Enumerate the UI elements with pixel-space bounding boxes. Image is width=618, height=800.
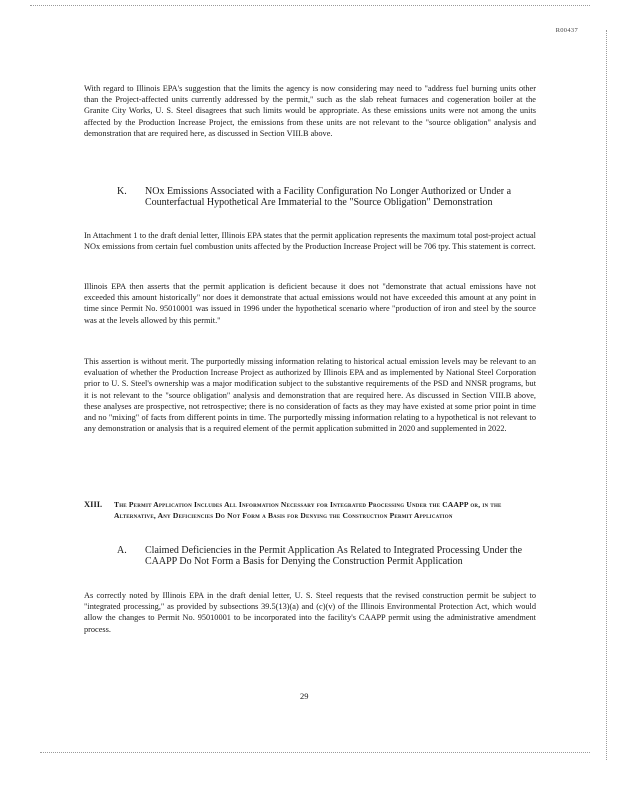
- top-scan-border: [30, 5, 590, 6]
- paragraph-attachment-1: In Attachment 1 to the draft denial letter, Illinois EPA states that the permit application represents the maximum total post-project actual NOx emissions from certain fuel combustion units affected by the Production Increase Project will be 706 tpy. This statement is correct.: [84, 231, 536, 252]
- right-scan-border: [606, 30, 607, 760]
- heading-xiii: [84, 499, 536, 521]
- heading-a-letter: A.: [117, 545, 127, 556]
- heading-xiii-number: XIII.: [84, 499, 103, 509]
- paragraph-integrated-processing: As correctly noted by Illinois EPA in the draft denial letter, U. S. Steel requests that the revised construction permit be subject to "integrated processing," as provided by subsections 39.5(13)(a) and (c)(v) of the Illinois Environmental Protection Act, which would allow the changes to Permit No. 95010001 to be incorporated into the facility's CAAPP permit using the administrative amendment process.: [84, 591, 536, 634]
- document-id: R00437: [555, 27, 578, 34]
- bottom-scan-border: [40, 752, 590, 753]
- heading-k-title: NOx Emissions Associated with a Facility Configuration No Longer Authorized or Under a Counterfactual Hypothetical Are Immaterial to the "Source Obligation" Demonstration: [145, 186, 512, 209]
- paragraph-without-merit: This assertion is without merit. The purportedly missing information relating to historical actual emission levels may be relevant to an evaluation of whether the Production Increase Project as authorized by Illinois EPA and as implemented by National Steel Corporation prior to U. S. Steel's ownership was a major modification subject to the substantive requirements of the PSD and NNSR programs, but it is not relevant to the "source obligation" analysis and demonstration that are required here. As discussed in Section VIII.B above, these analyses are prospective, not retrospective; there is no consideration of facts as they may have existed at some prior point in time and no "mixing" of facts from different points in time. The purportedly missing information relating to a hypothetical is not relevant to any demonstration or analysis that is a required element of the permit application submitted in 2020 and supplemented in 2022.: [84, 357, 536, 434]
- paragraph-fuel-burning-units: With regard to Illinois EPA's suggestion that the limits the agency is now considering may need to "address fuel burning units other than the Project-affected units currently addressed by the permit," such as the slab reheat furnaces and cogeneration boiler at the Granite City Works, U. S. Steel disagrees that such limits would be appropriate. As these emissions units were not among the units affected by the Production Increase Project, the emissions from these units are not relevant to the "source obligation" analysis and demonstration that are required here, as discussed in Section VIII.B above.: [84, 84, 536, 138]
- heading-xiii-title: The Permit Application Includes All Information Necessary for Integrated Processing Under the CAAPP or, in the Alternative, Any Deficiencies Do Not Form a Basis for Denying the Construction Permit Application: [114, 500, 502, 521]
- heading-k-letter: K.: [117, 186, 127, 197]
- heading-k: [117, 186, 545, 209]
- page-number: 29: [300, 691, 309, 701]
- heading-a-title: Claimed Deficiencies in the Permit Application As Related to Integrated Processing Under the CAAPP Do Not Form a Basis for Denying the Construction Permit Application: [145, 545, 523, 568]
- heading-a: [117, 545, 545, 568]
- paragraph-deficiency-assertion: Illinois EPA then asserts that the permit application is deficient because it does not "demonstrate that actual emissions have not exceeded this amount historically" nor does it demonstrate that actual emissions would not have exceeded this amount at any point in time since Permit No. 95010001 was issued in 1996 under the hypothetical scenario where "production of iron and steel by the source was at the levels allowed by this permit.": [84, 282, 536, 325]
